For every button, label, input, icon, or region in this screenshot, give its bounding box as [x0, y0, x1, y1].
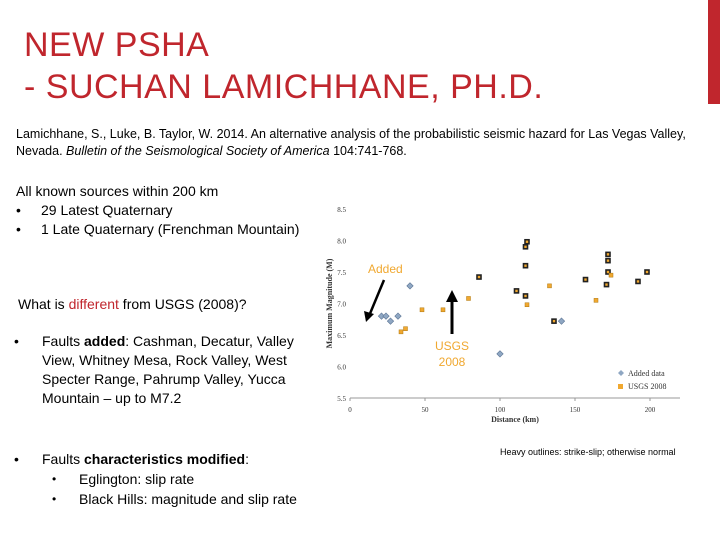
chart-annotations — [364, 259, 469, 369]
data-point-usgs — [552, 319, 556, 323]
question-before: What is — [18, 296, 69, 312]
sub-list-item-text: Eglington: slip rate — [79, 471, 195, 487]
data-point-usgs — [606, 259, 610, 263]
title-line-2: - SUCHAN LAMICHHANE, PH.D. — [24, 68, 544, 106]
citation-volume: 104:741-768. — [333, 144, 407, 158]
faults-added-bold: added — [84, 333, 126, 349]
question-highlight: different — [68, 296, 119, 312]
x-tick-label: 100 — [494, 406, 506, 414]
data-point-usgs — [467, 296, 471, 300]
x-axis-label: Distance (km) — [491, 415, 539, 424]
y-tick-label: 6.0 — [337, 363, 346, 372]
citation-authors: Lamichhane, S., Luke, B. Taylor, W. 2014. An alternative analysis of the probabilistic seismic hazard for Las Vegas Valley, Nevada. — [16, 127, 686, 158]
data-point-usgs — [524, 264, 528, 268]
data-point-usgs — [524, 245, 528, 249]
legend-label-usgs: USGS 2008 — [628, 382, 667, 391]
list-item-text: 1 Late Quaternary (Frenchman Mountain) — [41, 221, 300, 237]
data-point-usgs — [548, 284, 552, 288]
usgs-label-line2: 2008 — [438, 355, 466, 369]
usgs-arrow-head — [446, 290, 458, 302]
y-tick-label: 7.0 — [337, 300, 346, 309]
data-point-added — [383, 313, 389, 319]
bullet-icon: • — [52, 492, 57, 506]
faults-added-prefix: Faults — [42, 333, 85, 349]
faults-modified-colon: : — [245, 451, 249, 467]
legend-marker-usgs — [618, 384, 623, 389]
sub-list-item-text: Black Hills: magnitude and slip rate — [79, 491, 297, 507]
data-point-usgs — [584, 278, 588, 282]
title-line-1: NEW PSHA — [24, 26, 210, 64]
sources-heading: All known sources within 200 km — [16, 183, 219, 199]
data-point-added — [407, 283, 413, 289]
y-axis-label: Maximum Magnitude (M) — [325, 258, 334, 349]
bullet-icon: • — [52, 472, 57, 486]
data-point-usgs — [606, 252, 610, 256]
added-label: Added — [368, 262, 403, 276]
bullet-icon: • — [14, 451, 19, 467]
data-point-usgs — [477, 275, 481, 279]
faults-modified-prefix: Faults — [42, 451, 85, 467]
list-item-text: 29 Latest Quaternary — [41, 202, 173, 218]
faults-modified-bold: characteristics modified — [84, 451, 246, 467]
data-point-usgs — [525, 303, 529, 307]
data-point-usgs — [515, 289, 519, 293]
y-tick-label: 6.5 — [337, 332, 346, 340]
faults-added-text: : Cashman, Decatur, Valley View, Whitney Mesa, Rock Valley, West Specter Range, Pahrump Valley, Yucca Mountain – up to M7.2 — [42, 333, 294, 406]
x-tick-label: 200 — [644, 406, 656, 414]
x-tick-label: 150 — [569, 406, 581, 414]
data-point-usgs — [594, 298, 598, 302]
bullet-icon: • — [16, 221, 21, 237]
chart-marks — [378, 240, 649, 357]
chart-legend — [618, 362, 684, 392]
data-point-usgs — [636, 279, 640, 283]
data-point-usgs — [420, 308, 424, 312]
data-point-added — [387, 318, 393, 324]
y-tick-label: 7.5 — [337, 269, 346, 277]
data-point-usgs — [609, 273, 613, 277]
bullet-icon: • — [14, 333, 19, 349]
x-tick-label: 0 — [348, 406, 352, 414]
legend-label-added: Added data — [628, 369, 665, 378]
y-tick-label: 8.5 — [337, 206, 346, 214]
data-point-usgs — [441, 308, 445, 312]
added-arrow-head — [364, 311, 374, 322]
data-point-usgs — [399, 330, 403, 334]
citation-journal: Bulletin of the Seismological Society of America — [66, 144, 330, 158]
data-point-added — [558, 318, 564, 324]
data-point-usgs — [605, 283, 609, 287]
data-point-added — [497, 351, 503, 357]
data-point-usgs — [404, 327, 408, 331]
data-point-usgs — [524, 294, 528, 298]
question-after: from USGS (2008)? — [118, 296, 247, 312]
bullet-icon: • — [16, 202, 21, 218]
y-tick-label: 8.0 — [337, 237, 346, 246]
x-tick-label: 50 — [421, 406, 429, 414]
data-point-added — [395, 313, 401, 319]
y-tick-label: 5.5 — [337, 395, 346, 403]
added-arrow-line — [369, 280, 384, 316]
data-point-usgs — [525, 240, 529, 244]
usgs-label-line1: USGS — [434, 339, 470, 353]
data-point-usgs — [645, 270, 649, 274]
chart-note: Heavy outlines: strike-slip; otherwise normal — [500, 447, 676, 457]
